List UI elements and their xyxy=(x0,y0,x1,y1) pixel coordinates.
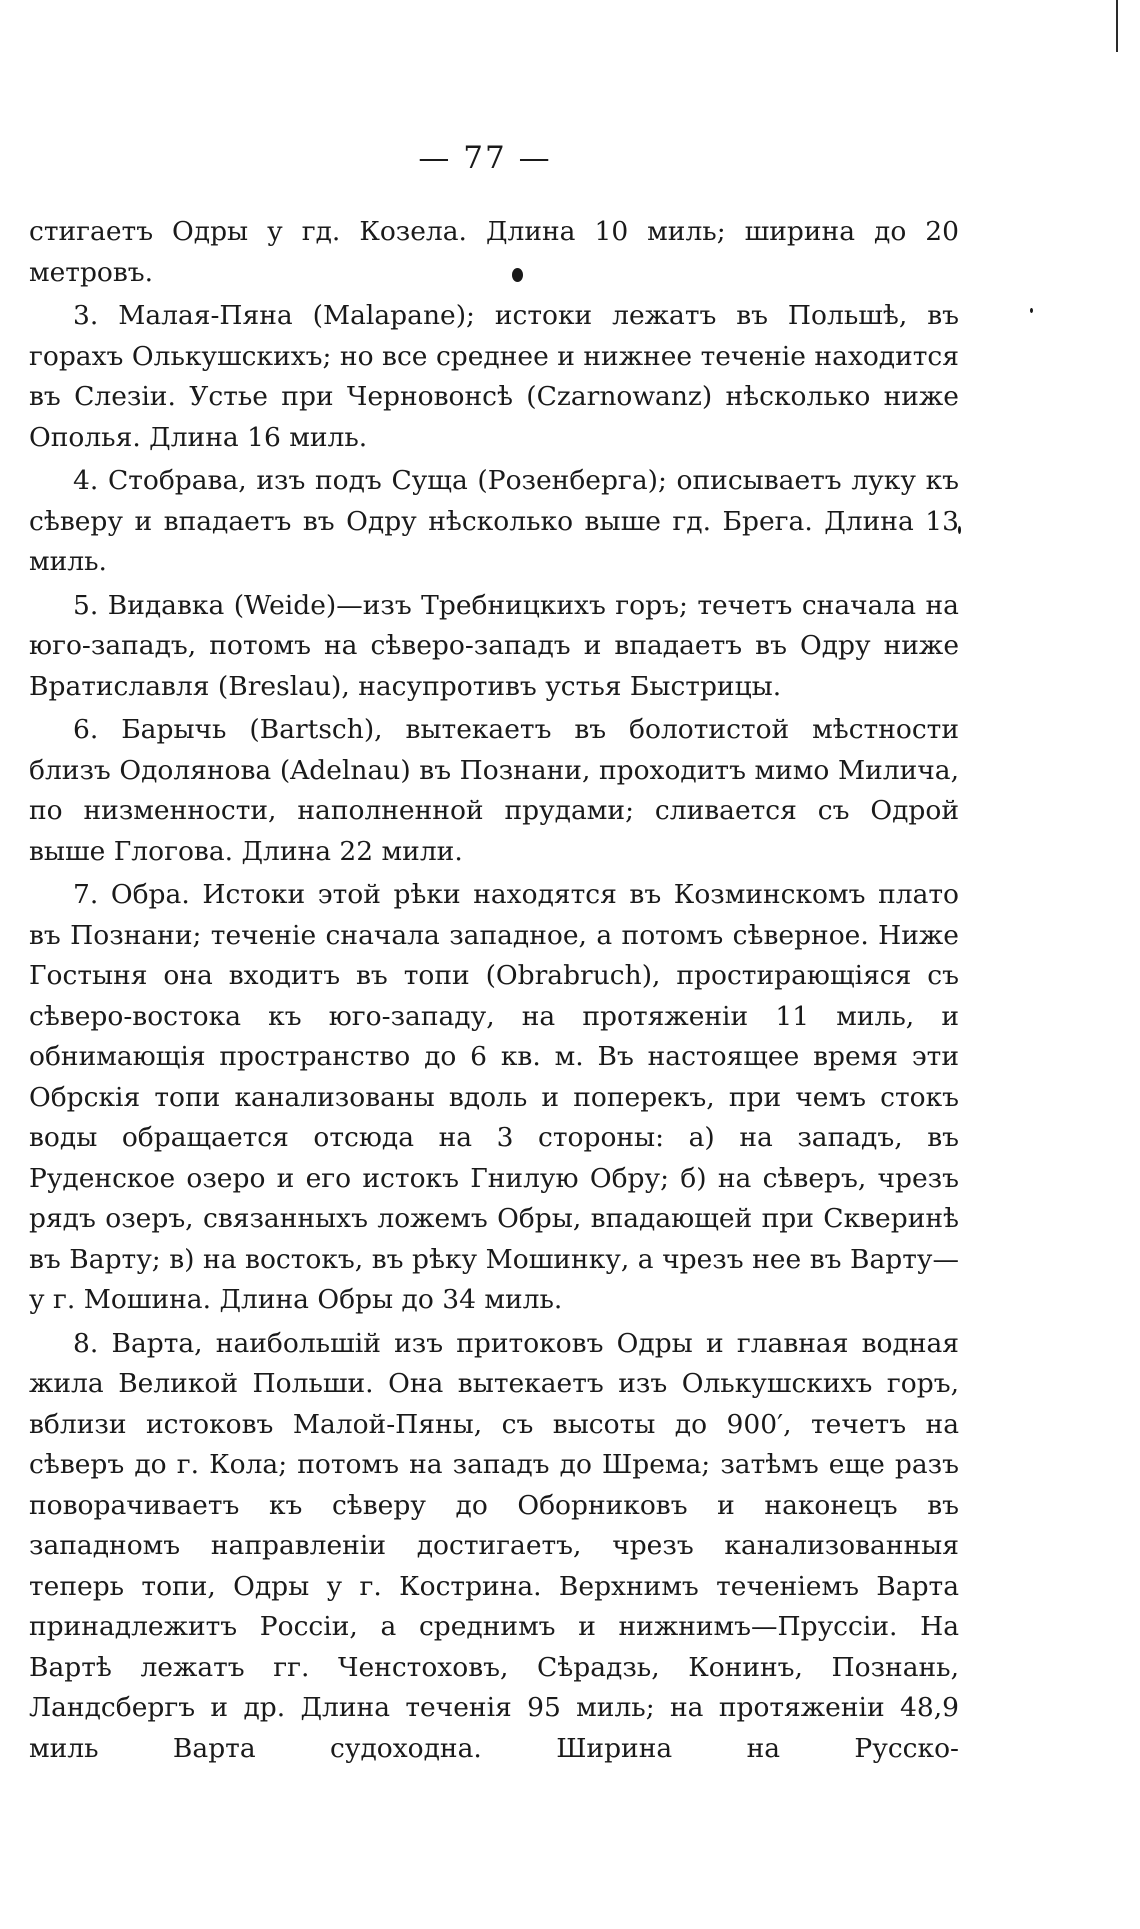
page-edge-line xyxy=(1116,0,1118,52)
ink-speck xyxy=(1030,308,1033,313)
body-text xyxy=(29,212,959,1772)
paragraph-barych: 6. Барычь (Bartsch), вытекаетъ въ болотистой мѣстности близъ Одолянова (Adelnau) въ Познани, проходитъ мимо Милича, по низменности, наполненной прудами; сливается съ Одрой выше Глогова. Длина 22 мили. xyxy=(29,714,959,867)
paragraph-stobrava: 4. Стобрава, изъ подъ Суща (Розенберга); описываетъ луку къ сѣверу и впадаетъ въ Одру нѣсколько выше гд. Брега. Длина 13 миль. xyxy=(29,465,959,577)
paragraph-continued: стигаетъ Одры у гд. Козела. Длина 10 миль; ширина до 20 метровъ. xyxy=(29,216,959,288)
page-number: — 77 — xyxy=(418,140,552,176)
paragraph-malaya-pyana: 3. Малая-Пяна (Malapane); истоки лежатъ въ Польшѣ, въ горахъ Олькушскихъ; но все среднее и нижнее теченіе находится въ Слезіи. Устье при Черновонсѣ (Czarnowanz) нѣсколько ниже Ополья. Длина 16 миль. xyxy=(29,300,959,453)
paragraph-obra: 7. Обра. Истоки этой рѣки находятся въ Козминскомъ плато въ Познани; теченіе сначала западное, а потомъ сѣверное. Ниже Гостыня она входитъ въ топи (Obrabruch), простирающіяся съ сѣверо-востока къ юго-западу, на протяженіи 11 миль, и обнимающія пространство до 6 кв. м. Въ настоящее время эти Обрскія топи канализованы вдоль и поперекъ, при чемъ стокъ воды обращается отсюда на 3 стороны: а) на западъ, въ Руденское озеро и его истокъ Гнилую Обру; б) на сѣверъ, чрезъ рядъ озеръ, связанныхъ ложемъ Обры, впадающей при Скверинѣ въ Варту; в) на востокъ, въ рѣку Мошинку, а чрезъ нее въ Варту—у г. Мошина. Длина Обры до 34 миль. xyxy=(29,879,959,1315)
paragraph-varta: 8. Варта, наибольшій изъ притоковъ Одры и главная водная жила Великой Польши. Она вытекаетъ изъ Олькушскихъ горъ, вблизи истоковъ Малой-Пяны, съ высоты до 900′, течетъ на сѣверъ до г. Кола; потомъ на западъ до Шрема; затѣмъ еще разъ поворачиваетъ къ сѣверу до Оборниковъ и наконецъ въ западномъ направленіи достигаетъ, чрезъ канализованныя теперь топи, Одры у г. Кострина. Верхнимъ теченіемъ Варта принадлежитъ Россіи, а среднимъ и нижнимъ—Пруссіи. На Вартѣ лежатъ гг. Ченстоховъ, Сѣрадзь, Конинъ, Познань, Ландсбергъ и др. Длина теченія 95 миль; на протяженіи 48,9 миль Варта судоходна. Ширина на Русско- xyxy=(29,1327,959,1764)
paragraph-vidavka: 5. Видавка (Weide)—изъ Требницкихъ горъ; течетъ сначала на юго-западъ, потомъ на сѣверо-западъ и впадаетъ въ Одру ниже Вратиславля (Breslau), насупротивъ устья Быстрицы. xyxy=(29,589,959,702)
